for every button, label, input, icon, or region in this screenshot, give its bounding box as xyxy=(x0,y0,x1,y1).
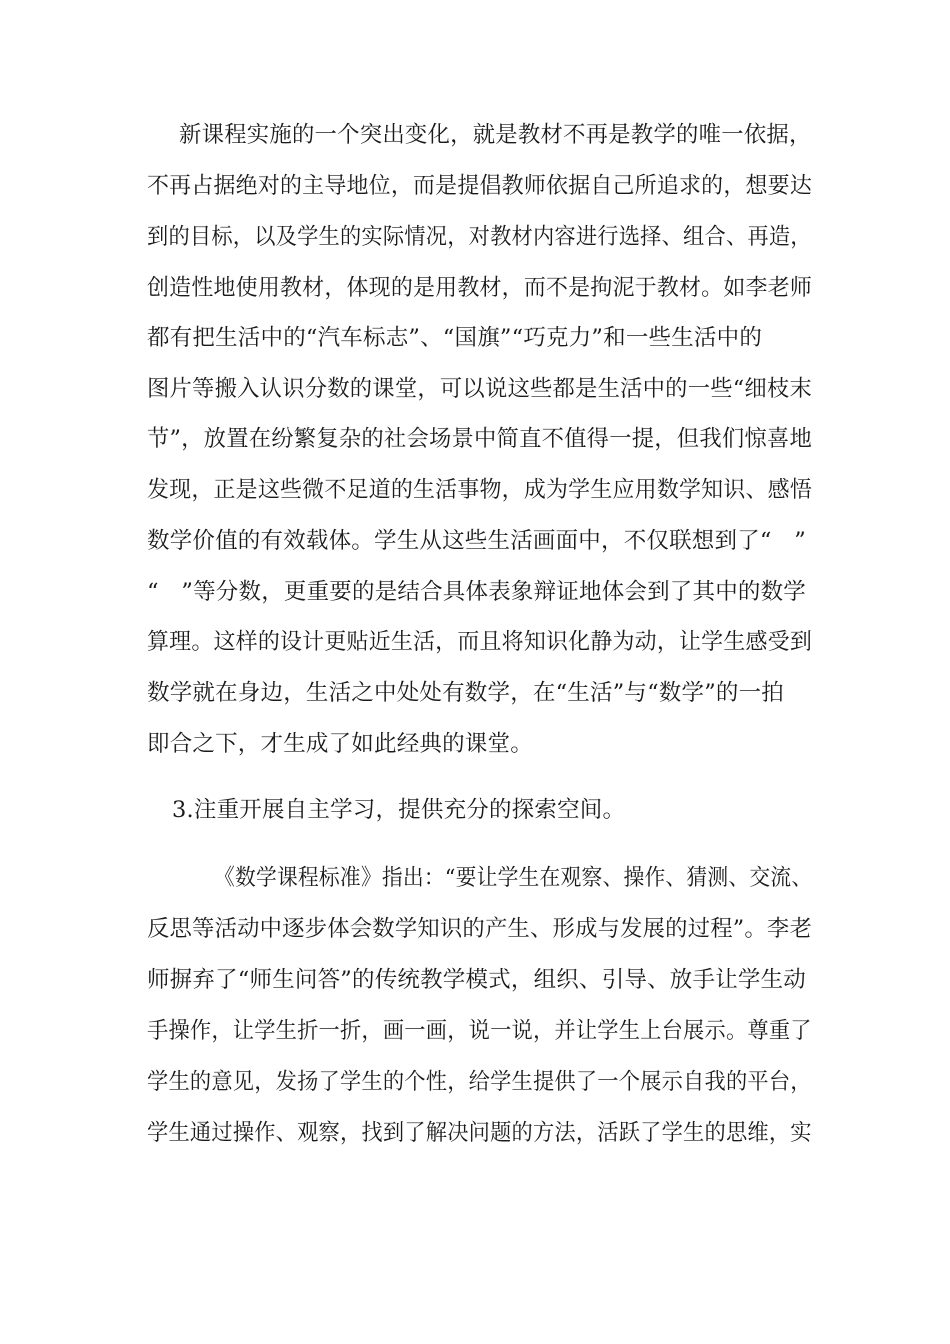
paragraph-1-line-3: 到的目标，以及学生的实际情况，对教材内容进行选择、组合、再造， xyxy=(147,224,812,250)
paragraph-1-line-11: 算理。这样的设计更贴近生活，而且将知识化静为动，让学生感受到 xyxy=(147,629,813,655)
paragraph-1-line-6: 图片等搬入认识分数的课堂，可以说这些都是生活中的一些“细枝末 xyxy=(147,376,812,402)
paragraph-2-line-1: 《数学课程标准》指出：“要让学生在观察、操作、猜测、交流、 xyxy=(214,865,813,891)
paragraph-1-line-13: 即合之下，才生成了如此经典的课堂。 xyxy=(147,731,533,757)
paragraph-1-line-7: 节”，放置在纷繁复杂的社会场景中简直不值得一提，但我们惊喜地 xyxy=(147,426,812,452)
paragraph-1-line-10: “ ”等分数，更重要的是结合具体表象辩证地体会到了其中的数学 xyxy=(147,579,807,605)
paragraph-1-line-5: 都有把生活中的“汽车标志”、“国旗”“巧克力”和一些生活中的 xyxy=(147,325,763,351)
paragraph-2-line-5: 学生的意见，发扬了学生的个性，给学生提供了一个展示自我的平台， xyxy=(147,1069,812,1095)
paragraph-2-line-4: 手操作，让学生折一折，画一画，说一说，并让学生上台展示。尊重了 xyxy=(147,1018,812,1044)
paragraph-1-line-8: 发现，正是这些微不足道的生活事物，成为学生应用数学知识、感悟 xyxy=(147,477,813,503)
paragraph-1-line-2: 不再占据绝对的主导地位，而是提倡教师依据自己所追求的，想要达 xyxy=(147,173,813,199)
paragraph-1-line-12: 数学就在身边，生活之中处处有数学，在“生活”与“数学”的一拍 xyxy=(147,680,785,706)
paragraph-1-line-9: 数学价值的有效载体。学生从这些生活画面中，不仅联想到了“ ” xyxy=(147,528,807,554)
section-heading-3: 3.注重开展自主学习，提供充分的探索空间。 xyxy=(172,797,626,823)
paragraph-1-line-4: 创造性地使用教材，体现的是用教材，而不是拘泥于教材。如李老师 xyxy=(147,275,813,301)
paragraph-1-line-1: 新课程实施的一个突出变化，就是教材不再是教学的唯一依据， xyxy=(179,122,812,148)
paragraph-2-line-6: 学生通过操作、观察，找到了解决问题的方法，活跃了学生的思维，实 xyxy=(147,1120,812,1146)
paragraph-2-line-2: 反思等活动中逐步体会数学知识的产生、形成与发展的过程”。李老 xyxy=(147,916,812,942)
paragraph-2-line-3: 师摒弃了“师生问答”的传统教学模式，组织、引导、放手让学生动 xyxy=(147,967,807,993)
